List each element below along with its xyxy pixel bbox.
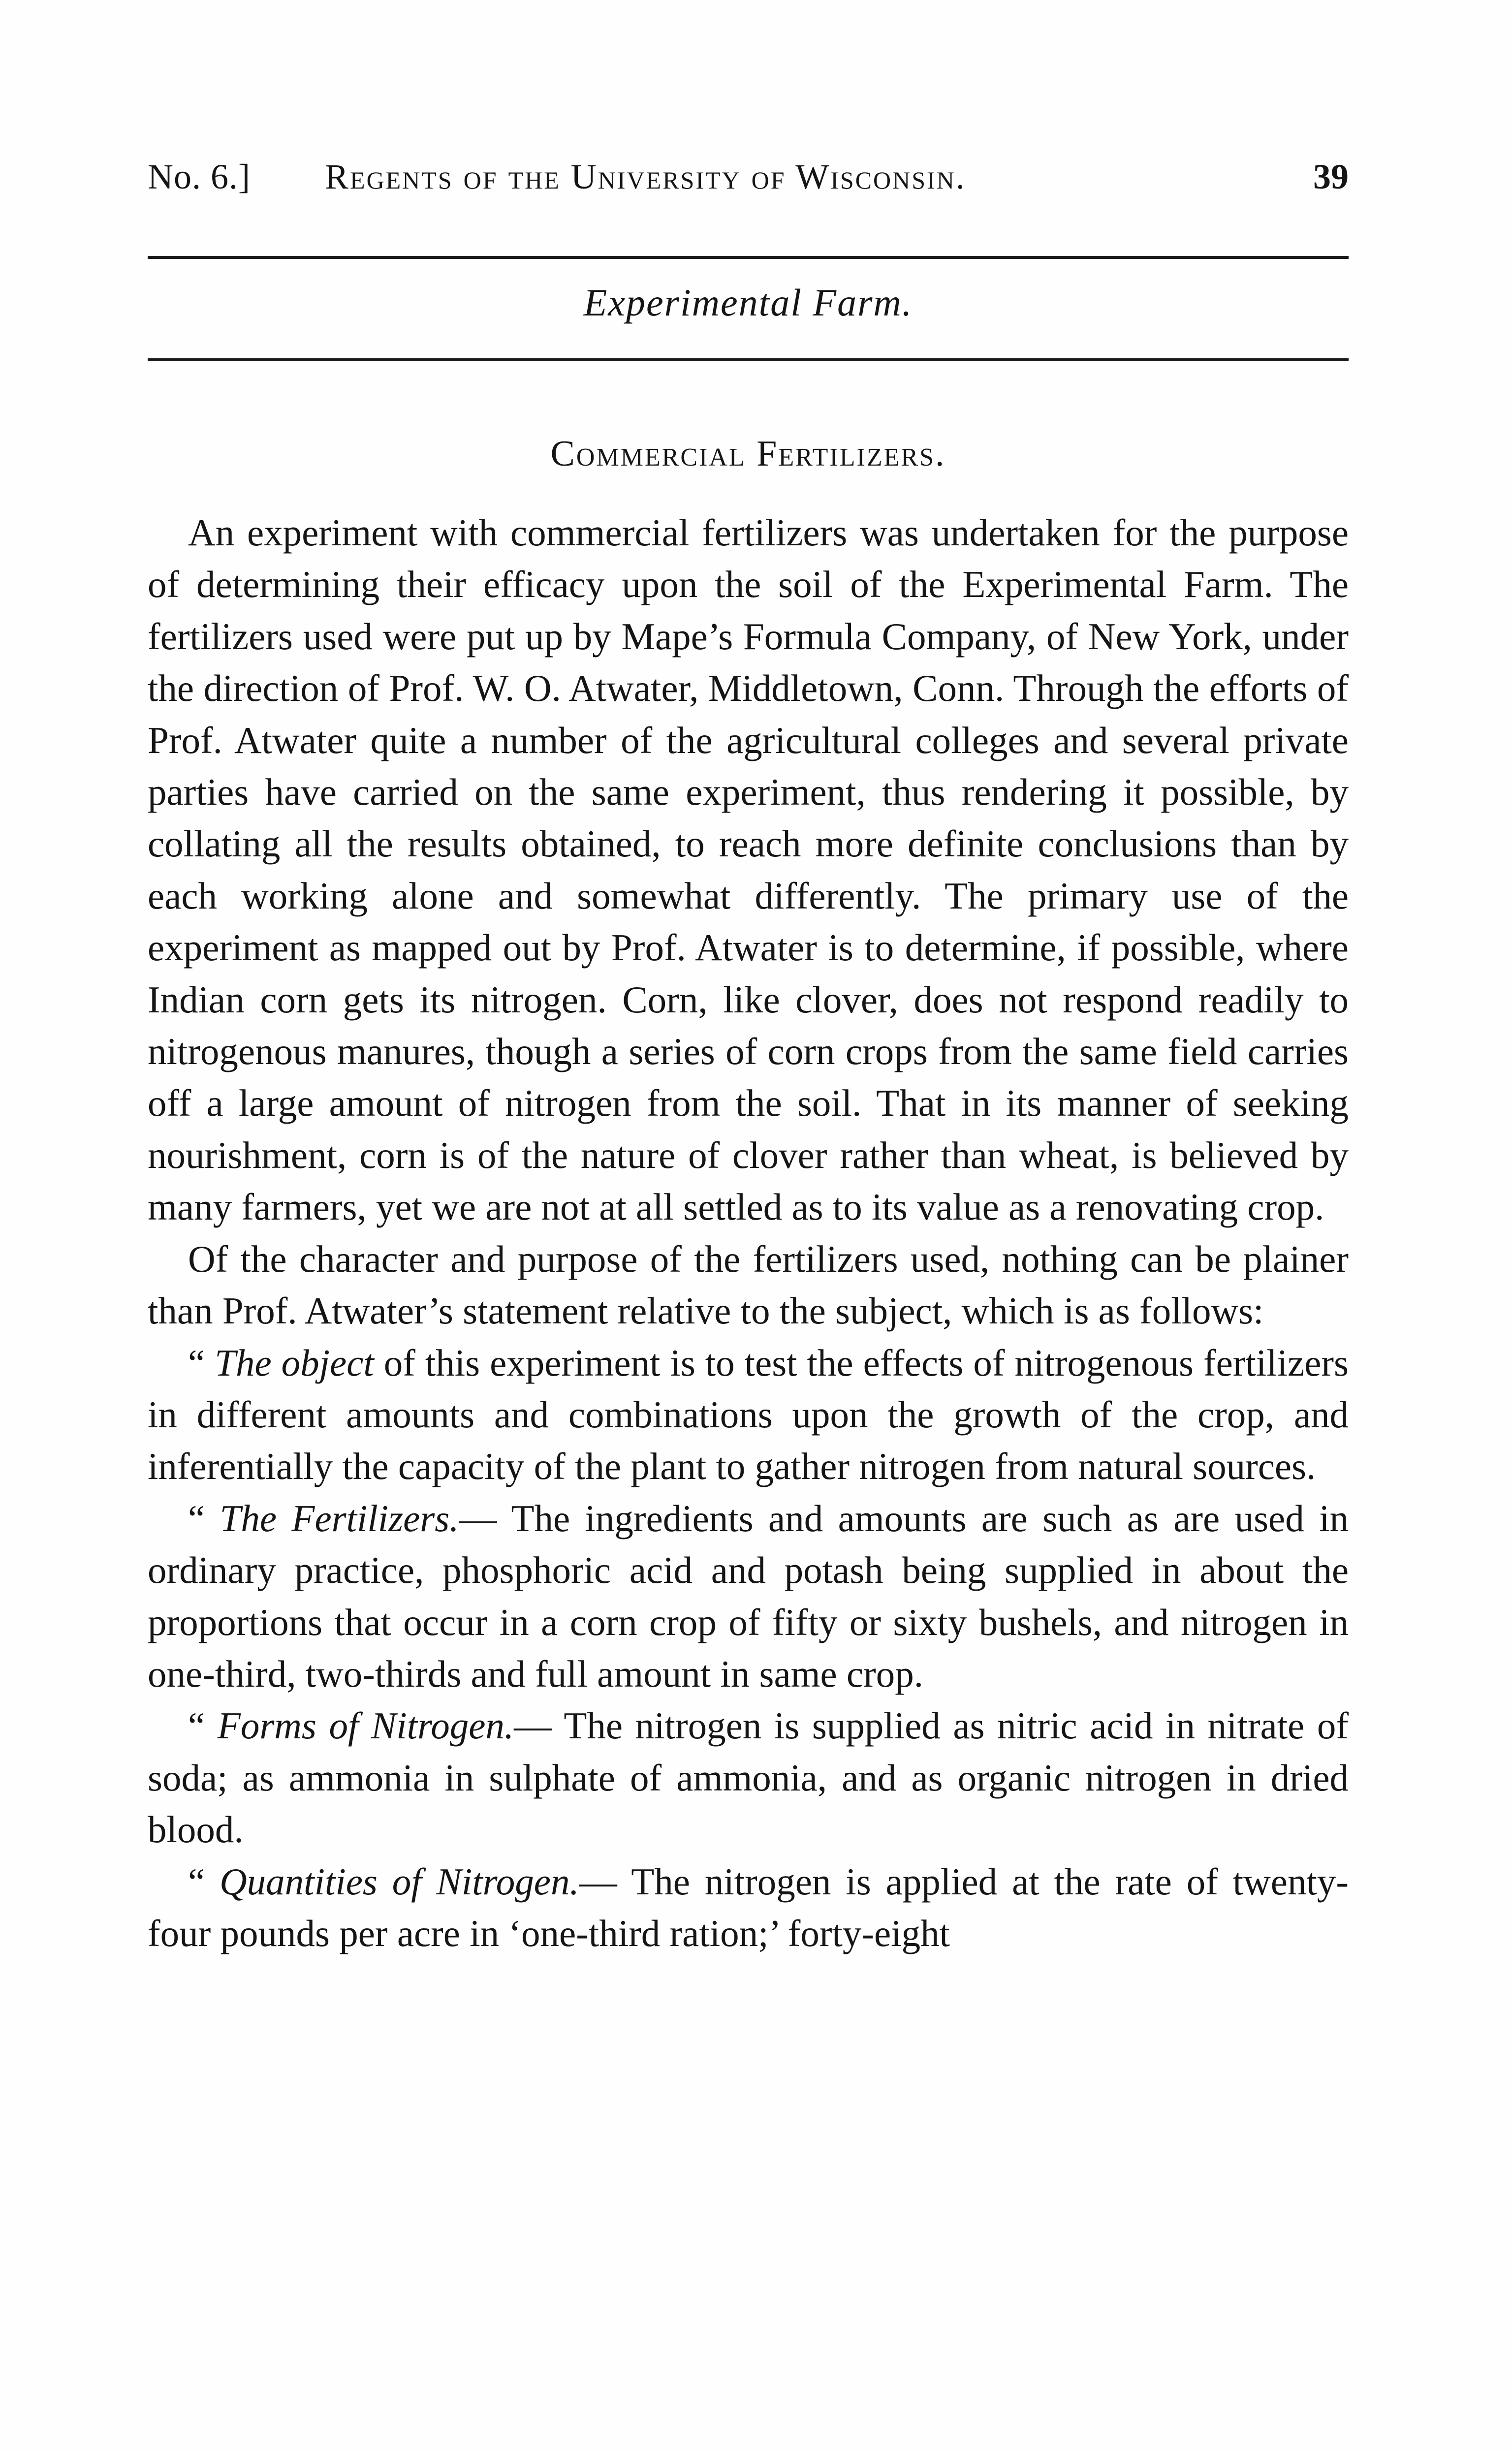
body-text (148, 507, 1349, 1959)
header-rule-bottom (148, 358, 1349, 361)
open-quote: “ (188, 1860, 220, 1903)
document-number: No. 6.] (148, 157, 251, 196)
paragraph-text: — The nitrogen is applied at the rate of twenty-four pounds per acre in ‘one-third ration;’ forty-eight (148, 1860, 1349, 1954)
paragraph-lead: Quantities of Nitrogen. (220, 1860, 579, 1903)
paragraph-text: — The ingredients and amounts are such as are used in ordinary practice, phosphoric acid and potash being supplied in about the proportions that occur in a corn crop of fifty or sixty bushels, and nitrogen in one-third, two-thirds and full amount in same crop. (148, 1497, 1349, 1695)
running-head (148, 157, 1349, 211)
paragraph (148, 1700, 1349, 1855)
paragraph-text: — The nitrogen is supplied as nitric acid in nitrate of soda; as ammonia in sulphate of ammonia, and as organic nitrogen in dried blood. (148, 1704, 1349, 1851)
paragraph (148, 1856, 1349, 1960)
paragraph (148, 507, 1349, 1233)
paragraph (148, 1493, 1349, 1700)
open-quote: “ (188, 1704, 218, 1747)
section-heading: Commercial Fertilizers. (550, 434, 946, 474)
page-number: 39 (1313, 157, 1349, 196)
paragraph-lead: The object (215, 1341, 374, 1384)
open-quote: “ (188, 1497, 220, 1540)
open-quote: “ (188, 1341, 215, 1384)
publication-title: Regents of the University of Wisconsin. (325, 157, 966, 196)
paragraph-text: of this experiment is to test the effects of nitrogenous fertilizers in different amounts and combinations upon the growth of the crop, and inferentially the capacity of the plant to gather nitrogen from natural sources. (148, 1341, 1349, 1488)
section-label: Experimental Farm. (583, 281, 913, 324)
paragraph-text: Of the character and purpose of the fertilizers used, nothing can be plainer than Prof. Atwater’s statement relative to the subject, which is as follows: (148, 1237, 1349, 1332)
paragraph (148, 1337, 1349, 1493)
paragraph-text: An experiment with commercial fertilizers was undertaken for the purpose of determining their efficacy upon the soil of the Experimental Farm. The fertilizers used were put up by Mape’s Formula Company, of New York, under the direction of Prof. W. O. Atwater, Middletown, Conn. Through the efforts of Prof. Atwater quite a number of the agricultural colleges and several private parties have carried on the same experiment, thus rendering it possible, by collating all the results obtained, to reach more definite conclusions than by each working alone and somewhat differently. The primary use of the experiment as mapped out by Prof. Atwater is to determine, if possible, where Indian corn gets its nitrogen. Corn, like clover, does not respond readily to nitrogenous manures, though a series of corn crops from the same field carries off a large amount of nitrogen from the soil. That in its manner of seeking nourishment, corn is of the nature of clover rather than wheat, is believed by many farmers, yet we are not at all settled as to its value as a renovating crop. (148, 511, 1349, 1228)
paragraph (148, 1233, 1349, 1337)
paragraph-lead: The Fertilizers. (220, 1497, 459, 1540)
paragraph-lead: Forms of Nitrogen. (217, 1704, 514, 1747)
header-rule-top (148, 256, 1349, 259)
